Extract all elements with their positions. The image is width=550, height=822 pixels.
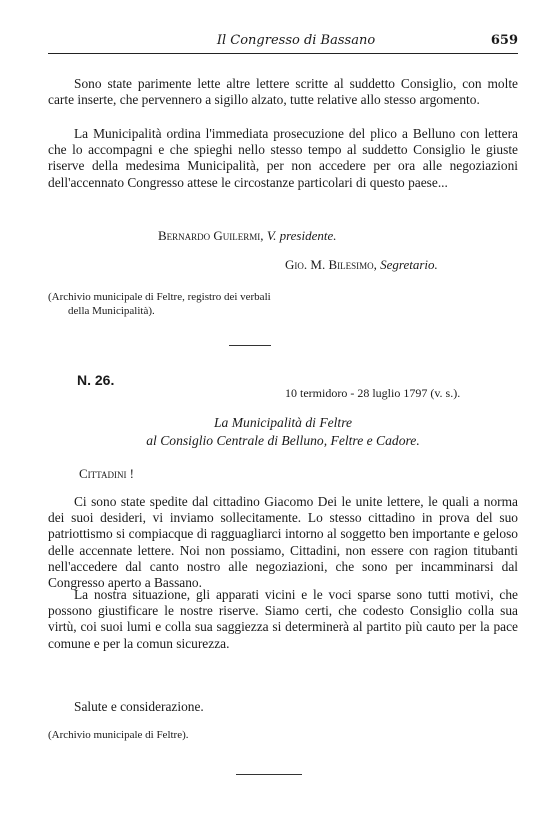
signature-role: V. presidente. [266,228,337,243]
section1-paragraph2: La Municipalità ordina l'immediata prosecuzione del plico a Belluno con lettera che lo accompagni e che spieghi nello stesso tempo al suddetto Consiglio le giuste riserve della medesima Municipalità, per non accedere per ora alle negoziazioni dell'accennato Congresso attese le circostanze particolari di questo paese... [48,126,518,190]
document26-closing: Salute e considerazione. [74,699,204,714]
page-header [48,33,518,54]
signature-name: Bernardo Guilermi, [158,228,264,243]
document-date: 10 termidoro - 28 luglio 1797 (v. s.). [285,386,461,400]
section-divider [229,345,271,346]
document-title-line1: La Municipalità di Feltre [213,415,353,430]
section1-paragraph1: Sono state parimente lette altre lettere scritte al suddetto Consiglio, con molte carte inserte, che pervennero a sigillo alzato, tutte relative allo stesso argomento. [48,76,518,108]
document-title-line2: al Consiglio Centrale di Belluno, Feltre e Cadore. [146,433,420,448]
signature-role: Segretario. [380,257,438,272]
running-title: Il Congresso di Bassano [216,33,376,48]
signature-secretary [285,257,438,273]
document26-paragraph1: Ci sono state spedite dal cittadino Giacomo Dei le unite lettere, le quali a norma dei suoi desideri, vi inviamo sollecitamente. Lo stesso cittadino in prova del suo patriottismo si compiacque di ragguagliarci intorno al soggetto ben importante e geloso delle accennate lettere. Noi non possiamo, Cittadini, non essere con ragion titubanti nell'accedere dal canto nostro alle negoziazioni, che sono per incamminarsi dal Congresso aperto a Bassano. [48,494,518,591]
section1-source-citation: (Archivio municipale di Feltre, registro dei verbali della Municipalità). [48,291,271,317]
document26-paragraph2: La nostra situazione, gli apparati vicini e le voci sparse sono tutti motivi, che possono giustificare le nostre riserve. Siamo certi, che codesto Consiglio colla sua virtù, coi suoi lumi e colla sua saggiezza si determinerà al partito più cauto per la pace comune e per la comun sicurezza. [48,587,518,651]
page-number: 659 [490,33,518,48]
document-number: N. 26. [77,372,115,388]
signature-vice-president [158,228,337,244]
end-divider [236,774,302,775]
signature-name: Gio. M. Bilesimo, [285,257,377,272]
document26-source-citation: (Archivio municipale di Feltre). [48,729,189,741]
salutation: Cittadini ! [79,466,135,481]
